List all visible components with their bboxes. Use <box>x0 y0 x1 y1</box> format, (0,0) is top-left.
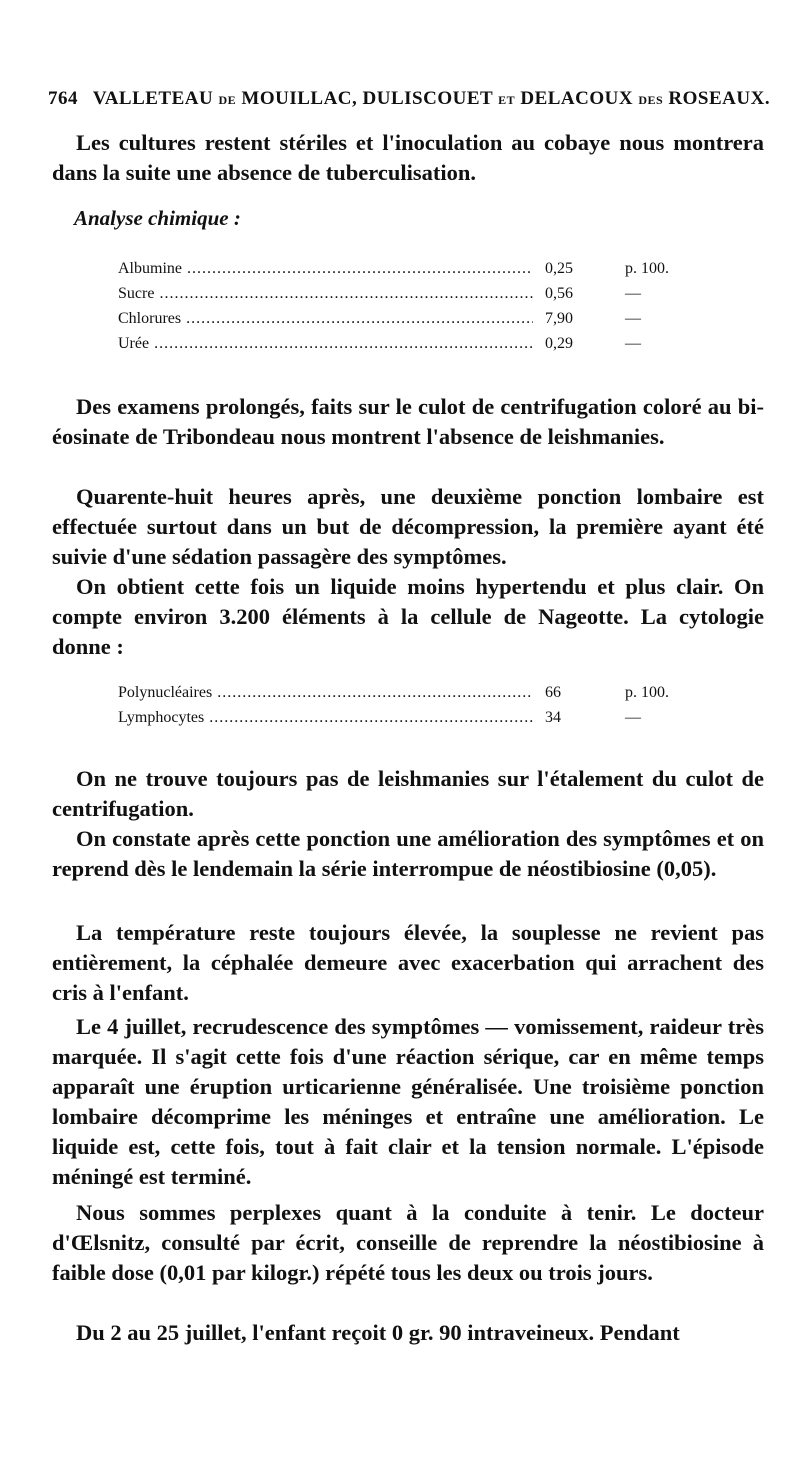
row-value: 7,90 <box>545 309 573 327</box>
row-label: Sucre ..... <box>118 285 533 303</box>
paragraph-10: Du 2 au 25 juillet, l'enfant reçoit 0 gr. 90 intraveineux. Pendant <box>76 1320 680 1345</box>
paragraph-9: Nous sommes perplexes quant à la conduite à tenir. Le docteur d'Œlsnitz, consulté par écrit, conseille de reprendre la néostibiosine à faible dose (0,01 par kilogr.) répété tous les deux ou trois jours. <box>52 1200 764 1285</box>
row-unit: — <box>625 309 641 327</box>
author-1: VALLETEAU <box>92 88 214 109</box>
row-unit: — <box>625 284 641 302</box>
paragraph-4: On obtient cette fois un liquide moins hypertendu et plus clair. On compte environ 3.200 éléments à la cellule de Nageotte. La cytologie donne : <box>52 574 764 659</box>
row-value: 0,25 <box>545 259 573 277</box>
table-row <box>118 331 698 356</box>
table-row <box>118 680 698 705</box>
author-3b: ROSEAUX. <box>668 88 771 109</box>
cytology-table <box>118 680 698 730</box>
row-label: Polynucléaires ..... <box>118 684 533 702</box>
author-1b: MOUILLAC, DULISCOUET <box>241 88 493 109</box>
row-unit: p. 100. <box>625 259 669 277</box>
paragraph-2: Des examens prolongés, faits sur le culot de centrifugation coloré au bi-éosinate de Tribondeau nous montrent l'absence de leishmanies. <box>52 394 764 449</box>
running-header <box>48 88 771 110</box>
paragraph-1: Les cultures restent stériles et l'inoculation au cobaye nous montrera dans la suite une absence de tuberculisation. <box>52 130 764 185</box>
row-unit: — <box>625 708 641 726</box>
paragraph-3: Quarente-huit heures après, une deuxième ponction lombaire est effectuée surtout dans un but de décompression, la première ayant été suivie d'une sédation passagère des symptômes. <box>52 484 764 569</box>
table-row <box>118 281 698 306</box>
page-number: 764 <box>48 88 78 109</box>
row-value: 0,29 <box>545 334 573 352</box>
paragraph-7: La température reste toujours élevée, la souplesse ne revient pas entièrement, la céphalée demeure avec exacerbation qui arrachent des cris à l'enfant. <box>52 920 764 1005</box>
row-label: Chlorures ..... <box>118 310 533 328</box>
particle-de: DE <box>218 93 237 107</box>
table-row <box>118 705 698 730</box>
row-unit: p. 100. <box>625 683 669 701</box>
analysis-heading: Analyse chimique : <box>74 206 241 230</box>
row-label: Lymphocytes ..... <box>118 709 533 727</box>
paragraph-8: Le 4 juillet, recrudescence des symptômes — vomissement, raideur très marquée. Il s'agit cette fois d'une réaction sérique, car en même temps apparaît une éruption urticarienne généralisée. Une troisième ponction lombaire décomprime les méninges et entraîne une amélioration. Le liquide est, cette fois, tout à fait clair et la tension normale. L'épisode méningé est terminé. <box>52 1014 764 1189</box>
paragraph-6: On constate après cette ponction une amélioration des symptômes et on reprend dès le lendemain la série interrompue de néostibiosine (0,05). <box>52 826 764 881</box>
table-row <box>118 256 698 281</box>
table-row <box>118 306 698 331</box>
chemical-analysis-table <box>118 256 698 356</box>
row-value: 34 <box>545 708 561 726</box>
paragraph-5: On ne trouve toujours pas de leishmanies sur l'étalement du culot de centrifugation. <box>52 766 764 821</box>
row-value: 66 <box>545 683 561 701</box>
row-unit: — <box>625 334 641 352</box>
particle-des: DES <box>638 93 664 107</box>
row-label: Urée ..... <box>118 335 533 353</box>
author-3: DELACOUX <box>520 88 634 109</box>
conj-et: ET <box>498 93 516 107</box>
row-label: Albumine ..... <box>118 260 533 278</box>
row-value: 0,56 <box>545 284 573 302</box>
